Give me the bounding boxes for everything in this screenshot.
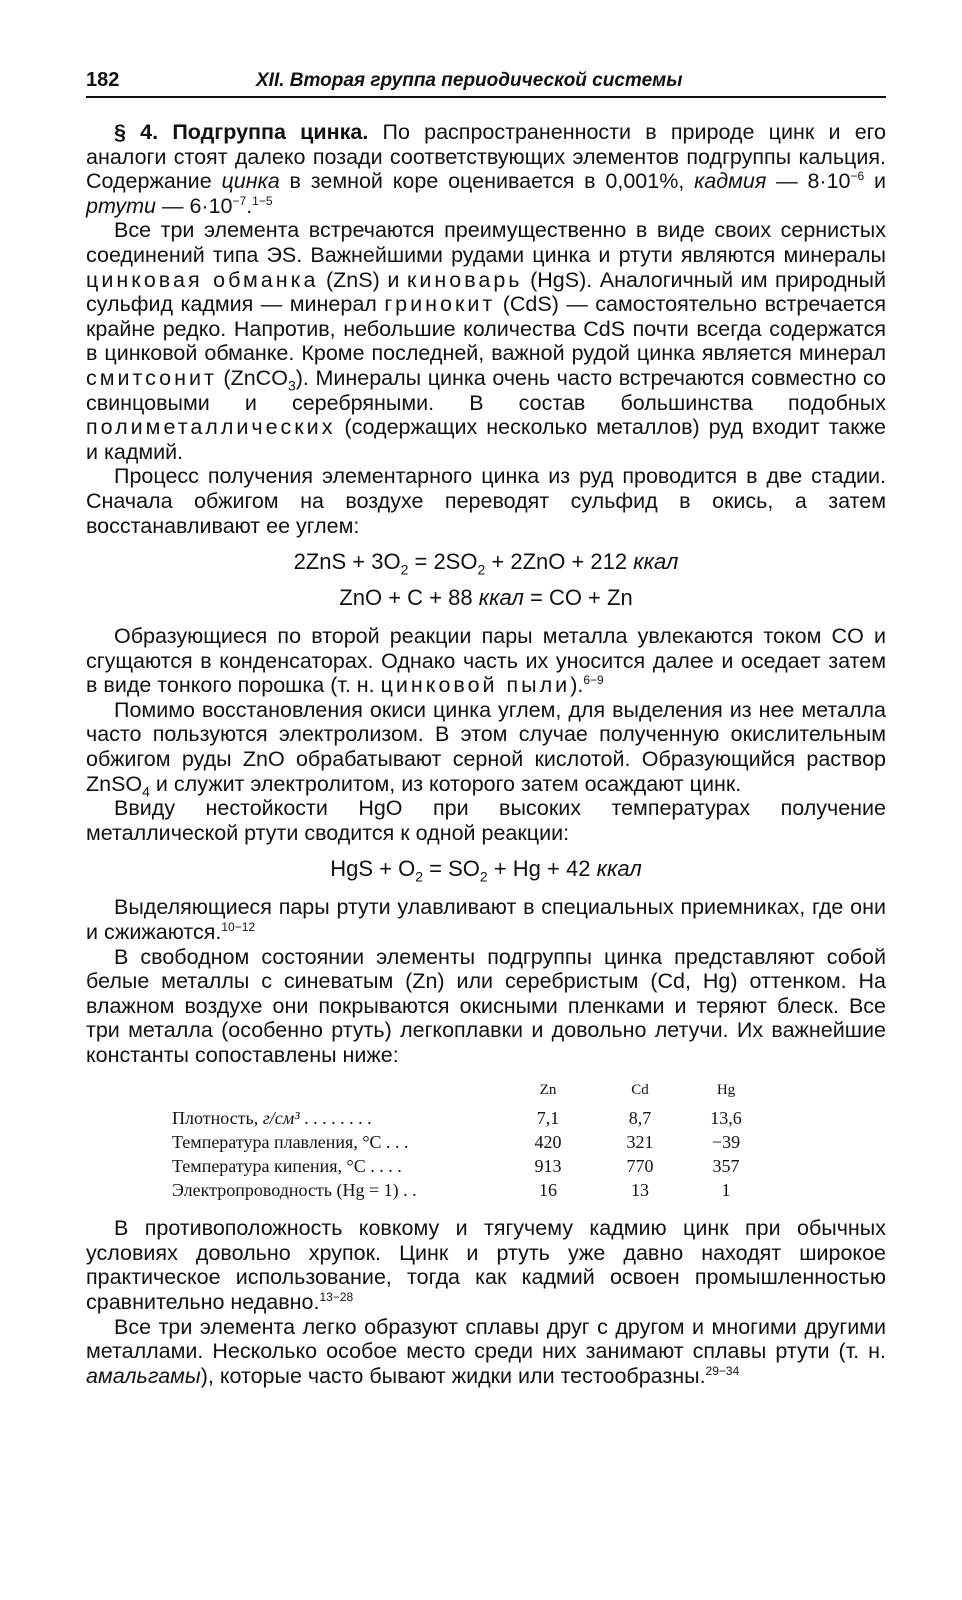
- row-label: Температура кипения, °C . . . .: [172, 1156, 402, 1177]
- table-cell: 1: [721, 1180, 731, 1201]
- reference-mark: 1−5: [252, 193, 273, 208]
- table-row: [172, 1154, 766, 1178]
- table-row: [172, 1106, 766, 1130]
- constants-table: [172, 1078, 766, 1203]
- row-label: Плотность, г/см³ . . . . . . . .: [172, 1108, 372, 1129]
- table-cell: 7,1: [536, 1108, 560, 1129]
- paragraph-properties: В свободном состоянии элементы подгруппы цинка представляют собой белые металлы с синеватым (Zn) или серебристым (Cd, Hg) оттенком. На влажном воздухе они покрываются окисными пленками и теряют блеск. Все три металла (особенно ртуть) легкоплавки и довольно летучи. Их важнейшие константы сопоставлены ниже:: [86, 944, 886, 1067]
- table-cell: 913: [534, 1156, 562, 1177]
- table-cell: 420: [534, 1132, 562, 1153]
- page-body: [86, 120, 886, 1388]
- table-cell: 357: [712, 1156, 740, 1177]
- column-header: Hg: [716, 1081, 736, 1098]
- paragraph-hardness: В противоположность ковкому и тягучему кадмию цинк при обычных условиях довольно хрупок. Цинк и ртуть уже давно находят широкое практическое использование, тогда как кадмий освоен промышленностью сравнительно недавно.$^{13-28}$: [86, 1216, 886, 1314]
- page-header: [86, 66, 886, 98]
- paragraph-mercury: Ввиду нестойкости HgO при высоких температурах получение металлической ртути сводится к одной реакции:: [86, 796, 886, 845]
- equation-roasting: $2ZnS + 3O_2 = 2SO_2 + 2ZnO + 212$ ккал ZnO + C + 88 ккал = CO + Zn: [293, 549, 679, 611]
- column-header: Cd: [631, 1081, 649, 1098]
- column-header: Zn: [539, 1081, 557, 1098]
- table-row: [172, 1130, 766, 1154]
- table-cell: 13: [631, 1180, 649, 1201]
- table-cell: 13,6: [710, 1108, 742, 1129]
- page-number: 182: [86, 69, 120, 91]
- running-title: XII. Вторая группа периодической системы: [256, 70, 683, 91]
- paragraph-electrolysis: Помимо восстановления окиси цинка углем, для выделения из нее металла часто пользуются электролизом. В этом случае полученную окислительным обжигом руды ZnO обрабатывают серной кислотой. Образующийся раствор ZnSO$_4$ и служит электролитом, из которого затем осаждают цинк.: [86, 697, 886, 799]
- table-cell: 770: [626, 1156, 654, 1177]
- row-label: Электропроводность (Hg = 1) . .: [172, 1180, 417, 1201]
- paragraph-intro: § 4. Подгруппа цинка. По распространенности в природе цинк и его аналоги стоят далеко позади соответствующих элементов подгруппы кальция. Содержание цинка в земной коре оценивается в 0,001%, кадмия — $8\cdot 10^{-6}$ и ртути — $6\cdot 10^{-7}.^{1-5}$: [86, 120, 887, 218]
- row-label: Температура плавления, °C . . .: [172, 1132, 409, 1153]
- paragraph-minerals: Все три элемента встречаются преимущественно в виде своих сернистых соединений типа ЭS. Важнейшими рудами цинка и ртути являются минералы цинковая обманка (ZnS) и киноварь (HgS). Аналогичный им природный сульфид кадмия — минерал гринокит (CdS) — самостоятельно встречается крайне редко. Напротив, небольшие количества CdS почти всегда содержатся в цинковой обманке. Кроме последней, важной рудой цинка является минерал смитсонит (ZnCO$_3$). Минералы цинка очень часто встречаются совместно со свинцовыми и серебряными. В состав большинства подобных полиметаллических (содержащих несколько металлов) руд входит также и кадмий.: [86, 218, 886, 464]
- paragraph-vapors: Образующиеся по второй реакции пары металла увлекаются током CO и сгущаются в конденсаторах. Однако часть их уносится далее и оседает затем в виде тонкого порошка (т. н. цинковой пыли).$^{6-9}$: [86, 624, 886, 698]
- table-cell: 16: [539, 1180, 557, 1201]
- reference-mark: 29−34: [705, 1363, 740, 1378]
- table-cell: 321: [626, 1132, 654, 1153]
- paragraph-condense: Выделяющиеся пары ртути улавливают в специальных приемниках, где они и сжижаются.$^{10-12}$: [86, 895, 886, 945]
- reference-mark: 6−9: [583, 673, 604, 688]
- reference-mark: 13−28: [319, 1289, 354, 1304]
- paragraph-process: Процесс получения элементарного цинка из руд проводится в две стадии. Сначала обжигом на воздухе переводят сульфид в окись, а затем восстанавливают ее углем:: [86, 464, 886, 538]
- equation-mercury: HgS + $O_2 = SO_2 + Hg + 42$ ккал: [330, 856, 642, 885]
- table-header-row: [172, 1078, 766, 1107]
- section-title: § 4. Подгруппа цинка.: [114, 120, 369, 144]
- reference-mark: 10−12: [221, 919, 256, 934]
- table-cell: 8,7: [628, 1108, 652, 1129]
- table-cell: −39: [711, 1132, 741, 1153]
- table-row: [172, 1178, 766, 1202]
- paragraph-alloys: Все три элемента легко образуют сплавы друг с другом и многими другими металлами. Несколько особое место среди них занимают сплавы ртути (т. н. амальгамы), которые часто бывают жидки или тестообразны.$^{29-34}$: [86, 1314, 886, 1388]
